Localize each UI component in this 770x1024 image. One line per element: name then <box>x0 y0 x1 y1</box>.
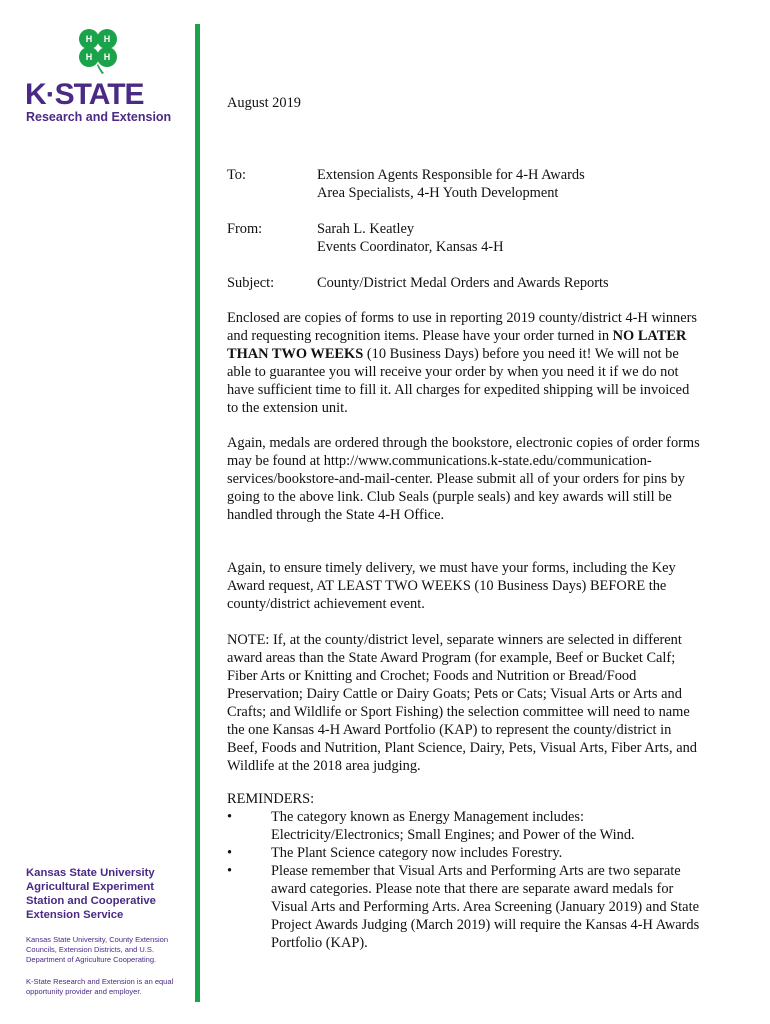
reminder-text: The category known as Energy Management includes: Electricity/Electronics; Small Engines; and Power of the Wind. <box>271 809 635 843</box>
to-line: Extension Agents Responsible for 4-H Awards <box>317 167 585 183</box>
reminder-text: Please remember that Visual Arts and Performing Arts are two separate award categories. Please note that there are separate award medals for Visual Arts and Performing Arts. Area Screening (January 2019) and State Project Awards Judging (March 2019) will require the Kansas 4-H Awards Portfolio (KAP). <box>271 863 700 951</box>
paragraph-4: NOTE: If, at the county/district level, separate winners are selected in different award areas than the State Award Program (for example, Beef or Bucket Calf; Fiber Arts or Knitting and Crochet; Foods and Nutrition or Bread/Food Preservation; Dairy Cattle or Dairy Goats; Pets or Cats; Visual Arts or Arts and Crafts; and Wildlife or Sport Fishing) the selection committee will need to name the one Kansas 4-H Award Portfolio (KAP) to represent the county/district in Beef, Foods and Nutrition, Plant Science, Dairy, Pets, Visual Arts, Fiber Arts, and Wildlife at the 2018 area judging. <box>227 632 697 774</box>
paragraph-1-text: Enclosed are copies of forms to use in reporting 2019 county/district 4-H winners and requesting recognition items. Please have your order turned in <box>227 310 697 344</box>
list-item <box>227 844 705 862</box>
bullet-icon: • <box>227 845 233 861</box>
equal-opportunity-note: K-State Research and Extension is an equal opportunity provider and employer. <box>26 977 174 996</box>
from-line: Sarah L. Keatley <box>317 221 415 237</box>
reminders-list <box>227 808 705 952</box>
paragraph-2: Again, medals are ordered through the bookstore, electronic copies of order forms may be found at http://www.communications.k-state.edu/communication-services/bookstore-and-mail-center. Please submit all of your orders for pins by going to the above link. Club Seals (purple seals) and key awards will still be handled through the State 4-H Office. <box>227 435 700 523</box>
subject-label: Subject: <box>227 275 275 291</box>
to-line: Area Specialists, 4-H Youth Development <box>317 185 559 201</box>
from-line: Events Coordinator, Kansas 4-H <box>317 239 504 255</box>
paragraph-1-text: (10 Business Days) before you need it! We will not be able to guarantee you will receive your order by when you need it if we do not have sufficient time to fill it. All charges for expedited shipping will be invoiced to the extension unit. <box>227 346 690 416</box>
from-label: From: <box>227 221 263 237</box>
subject-text: County/District Medal Orders and Awards Reports <box>317 275 609 291</box>
paragraph-1 <box>227 309 701 417</box>
reminders-title: REMINDERS: <box>227 791 315 807</box>
green-divider <box>195 24 200 1002</box>
list-item <box>227 862 705 952</box>
letter-date: August 2019 <box>227 95 301 111</box>
cooperation-note: Kansas State University, County Extension Councils, Extension Districts, and U.S. Department of Agriculture Cooperating. <box>26 935 169 964</box>
4h-clover-icon <box>76 26 120 74</box>
reminder-text: The Plant Science category now includes Forestry. <box>271 845 563 861</box>
kstate-logo-subtitle: Research and Extension <box>26 110 172 124</box>
paragraph-3: Again, to ensure timely delivery, we must have your forms, including the Key Award request, AT LEAST TWO WEEKS (10 Business Days) BEFORE the county/district achievement event. <box>227 560 676 612</box>
list-item <box>227 808 705 844</box>
paragraph-1-emphasis: NO LATER THAN TWO WEEKS <box>227 328 687 362</box>
to-label: To: <box>227 167 246 183</box>
bullet-icon: • <box>227 809 233 825</box>
bullet-icon: • <box>227 863 233 879</box>
kstate-logo: K·STATE <box>25 78 144 111</box>
org-name: Kansas State University Agricultural Experiment Station and Cooperative Extension Service <box>26 867 156 921</box>
reminders-section <box>227 790 705 952</box>
svg-text:H: H <box>85 52 93 62</box>
svg-text:H: H <box>103 52 111 62</box>
svg-text:H: H <box>85 34 93 44</box>
svg-text:H: H <box>103 34 111 44</box>
